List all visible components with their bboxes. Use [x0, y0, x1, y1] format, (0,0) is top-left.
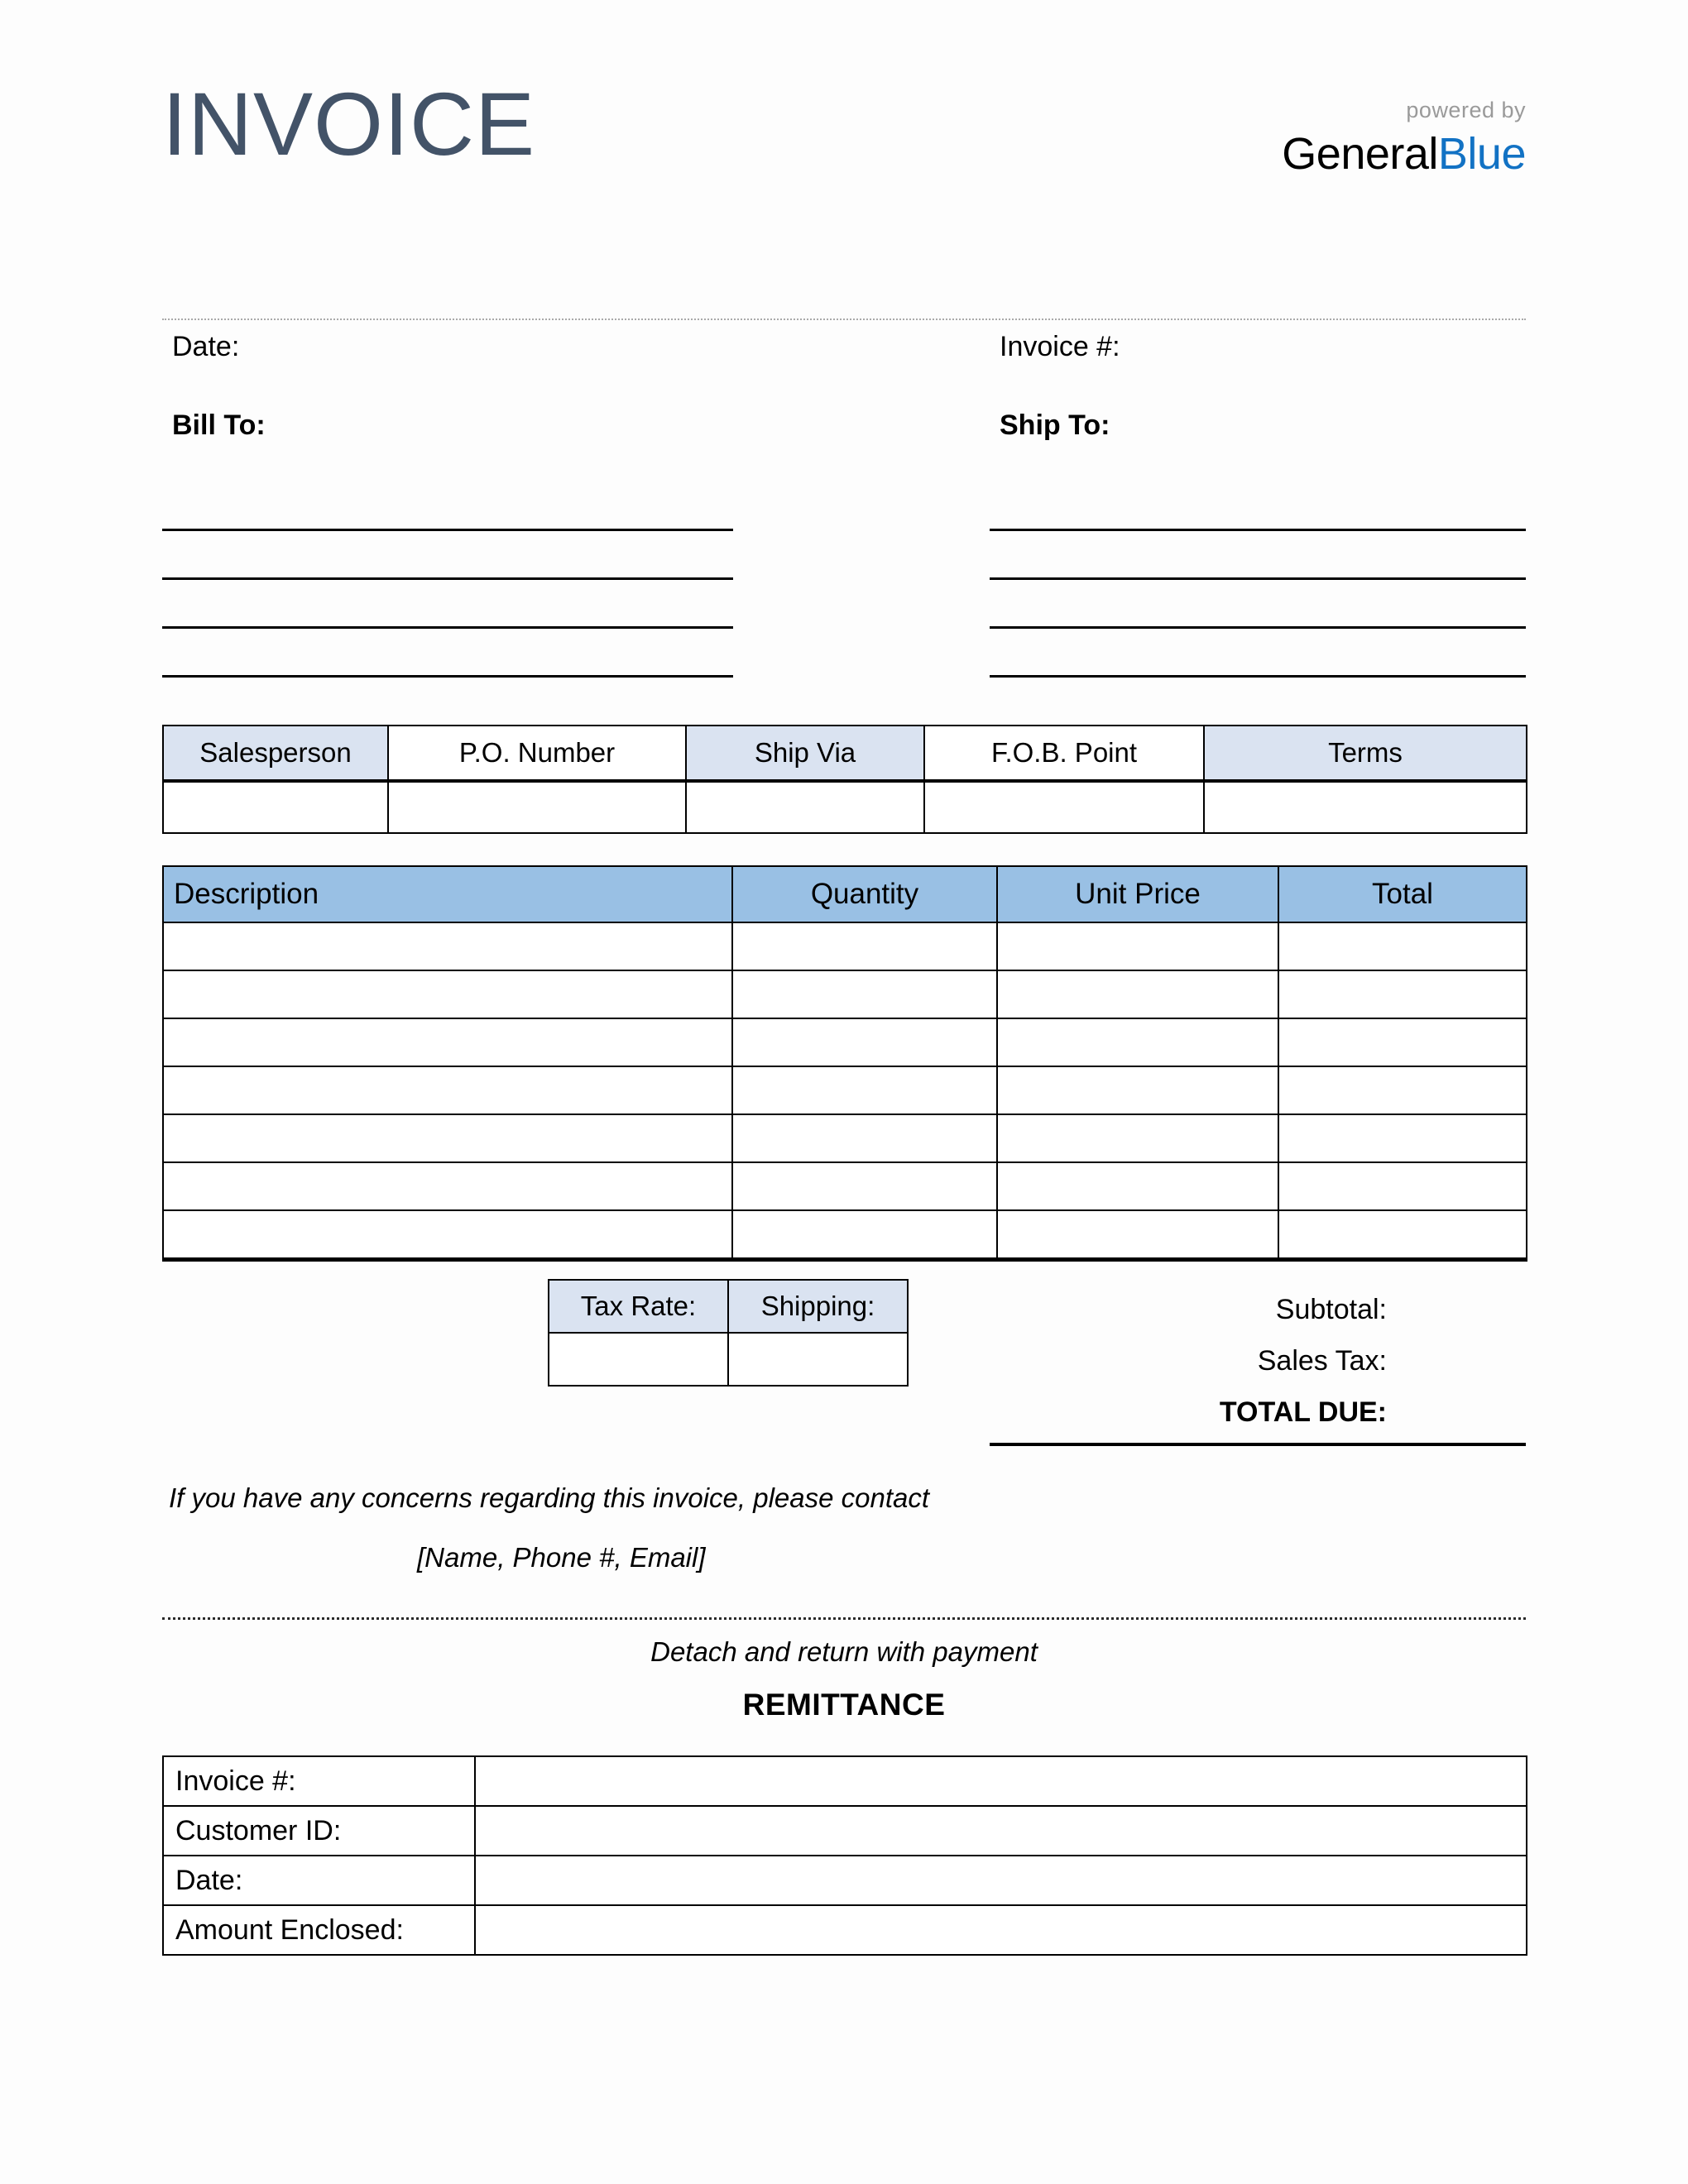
- cell-quantity[interactable]: [732, 1210, 997, 1260]
- bill-to-label: Bill To:: [172, 410, 266, 441]
- field-salesperson[interactable]: [163, 781, 388, 833]
- field-tax-rate[interactable]: [549, 1333, 728, 1386]
- shipping-info-table: [162, 725, 1526, 834]
- header-unit-price: Unit Price: [997, 866, 1278, 922]
- ship-to-line-3[interactable]: [990, 580, 1526, 629]
- invoice-number-label: Invoice #:: [1000, 331, 1120, 362]
- ship-to-label: Ship To:: [1000, 410, 1110, 441]
- subtotal-label: Subtotal:: [1275, 1294, 1387, 1325]
- header-divider: [162, 318, 1526, 320]
- remit-label-date: Date:: [163, 1856, 475, 1905]
- bill-to-line-1[interactable]: [162, 482, 733, 531]
- cell-quantity[interactable]: [732, 1162, 997, 1210]
- header-quantity: Quantity: [732, 866, 997, 922]
- field-fob-point[interactable]: [924, 781, 1204, 833]
- table-row: [163, 1114, 1527, 1162]
- field-ship-via[interactable]: [686, 781, 924, 833]
- cell-description[interactable]: [163, 922, 732, 970]
- ship-to-line-1[interactable]: [990, 482, 1526, 531]
- cell-quantity[interactable]: [732, 1114, 997, 1162]
- header-area: [162, 0, 1526, 223]
- cell-unit-price[interactable]: [997, 1210, 1278, 1260]
- sales-tax-label: Sales Tax:: [1257, 1345, 1387, 1377]
- meta-row: [162, 331, 1526, 381]
- cell-description[interactable]: [163, 1114, 732, 1162]
- header-description: Description: [163, 866, 732, 922]
- detach-divider: [162, 1617, 1526, 1620]
- header-shipping: Shipping:: [728, 1280, 908, 1333]
- cell-quantity[interactable]: [732, 1066, 997, 1114]
- cell-unit-price[interactable]: [997, 1018, 1278, 1066]
- field-po-number[interactable]: [388, 781, 686, 833]
- remit-field-customer-id[interactable]: [475, 1806, 1527, 1856]
- field-terms[interactable]: [1204, 781, 1527, 833]
- table-row: [163, 970, 1527, 1018]
- totals-section: [990, 1284, 1526, 1446]
- cell-unit-price[interactable]: [997, 1066, 1278, 1114]
- remit-field-invoice-number[interactable]: [475, 1756, 1527, 1806]
- header-total: Total: [1278, 866, 1527, 922]
- bill-to-line-2[interactable]: [162, 531, 733, 580]
- total-due-underline: [990, 1443, 1526, 1446]
- remit-field-amount-enclosed[interactable]: [475, 1905, 1527, 1955]
- bill-to-line-3[interactable]: [162, 580, 733, 629]
- brand-logo: [1282, 98, 1526, 179]
- table-row: [163, 1018, 1527, 1066]
- page-title: INVOICE: [162, 74, 536, 174]
- cell-description[interactable]: [163, 1210, 732, 1260]
- header-tax-rate: Tax Rate:: [549, 1280, 728, 1333]
- table-row: [163, 1905, 1527, 1955]
- remit-label-amount-enclosed: Amount Enclosed:: [163, 1905, 475, 1955]
- cell-unit-price[interactable]: [997, 1162, 1278, 1210]
- header-row: [162, 0, 1526, 223]
- cell-total[interactable]: [1278, 922, 1527, 970]
- cell-description[interactable]: [163, 1018, 732, 1066]
- cell-quantity[interactable]: [732, 970, 997, 1018]
- table-row: [163, 1856, 1527, 1905]
- brand-name-blue: Blue: [1437, 129, 1526, 179]
- date-label: Date:: [172, 331, 240, 362]
- cell-unit-price[interactable]: [997, 970, 1278, 1018]
- table-row: [163, 1210, 1527, 1260]
- cell-unit-price[interactable]: [997, 922, 1278, 970]
- cell-total[interactable]: [1278, 1210, 1527, 1260]
- brand-powered-by-text: powered by: [1406, 98, 1526, 122]
- line-items-table: [162, 865, 1526, 1262]
- ship-to-lines: [990, 482, 1526, 678]
- bill-to-lines: [162, 482, 733, 678]
- header-po-number: P.O. Number: [388, 726, 686, 781]
- ship-to-line-4[interactable]: [990, 629, 1526, 678]
- detach-note: Detach and return with payment: [650, 1636, 1038, 1667]
- table-row: [163, 1162, 1527, 1210]
- cell-quantity[interactable]: [732, 922, 997, 970]
- cell-total[interactable]: [1278, 970, 1527, 1018]
- header-salesperson: Salesperson: [163, 726, 388, 781]
- remit-label-invoice-number: Invoice #:: [163, 1756, 475, 1806]
- cell-total[interactable]: [1278, 1066, 1527, 1114]
- cell-description[interactable]: [163, 1066, 732, 1114]
- header-fob-point: F.O.B. Point: [924, 726, 1204, 781]
- cell-unit-price[interactable]: [997, 1114, 1278, 1162]
- header-ship-via: Ship Via: [686, 726, 924, 781]
- table-row: [163, 1066, 1527, 1114]
- contact-note: If you have any concerns regarding this invoice, please contact: [169, 1482, 930, 1513]
- remit-field-date[interactable]: [475, 1856, 1527, 1905]
- cell-quantity[interactable]: [732, 1018, 997, 1066]
- cell-description[interactable]: [163, 1162, 732, 1210]
- cell-total[interactable]: [1278, 1114, 1527, 1162]
- field-shipping[interactable]: [728, 1333, 908, 1386]
- total-due-label: TOTAL DUE:: [1219, 1396, 1387, 1428]
- contact-placeholder: [Name, Phone #, Email]: [417, 1542, 706, 1573]
- bill-to-line-4[interactable]: [162, 629, 733, 678]
- remit-label-customer-id: Customer ID:: [163, 1806, 475, 1856]
- header-terms: Terms: [1204, 726, 1527, 781]
- table-row: [163, 922, 1527, 970]
- brand-name-general: General: [1282, 129, 1438, 179]
- remittance-table: [162, 1755, 1526, 1956]
- table-row: [163, 1756, 1527, 1806]
- cell-description[interactable]: [163, 970, 732, 1018]
- cell-total[interactable]: [1278, 1162, 1527, 1210]
- remittance-title: REMITTANCE: [742, 1688, 946, 1722]
- table-row: [163, 1806, 1527, 1856]
- cell-total[interactable]: [1278, 1018, 1527, 1066]
- ship-to-line-2[interactable]: [990, 531, 1526, 580]
- tax-shipping-table: [548, 1279, 907, 1387]
- brand-name: [1282, 129, 1526, 179]
